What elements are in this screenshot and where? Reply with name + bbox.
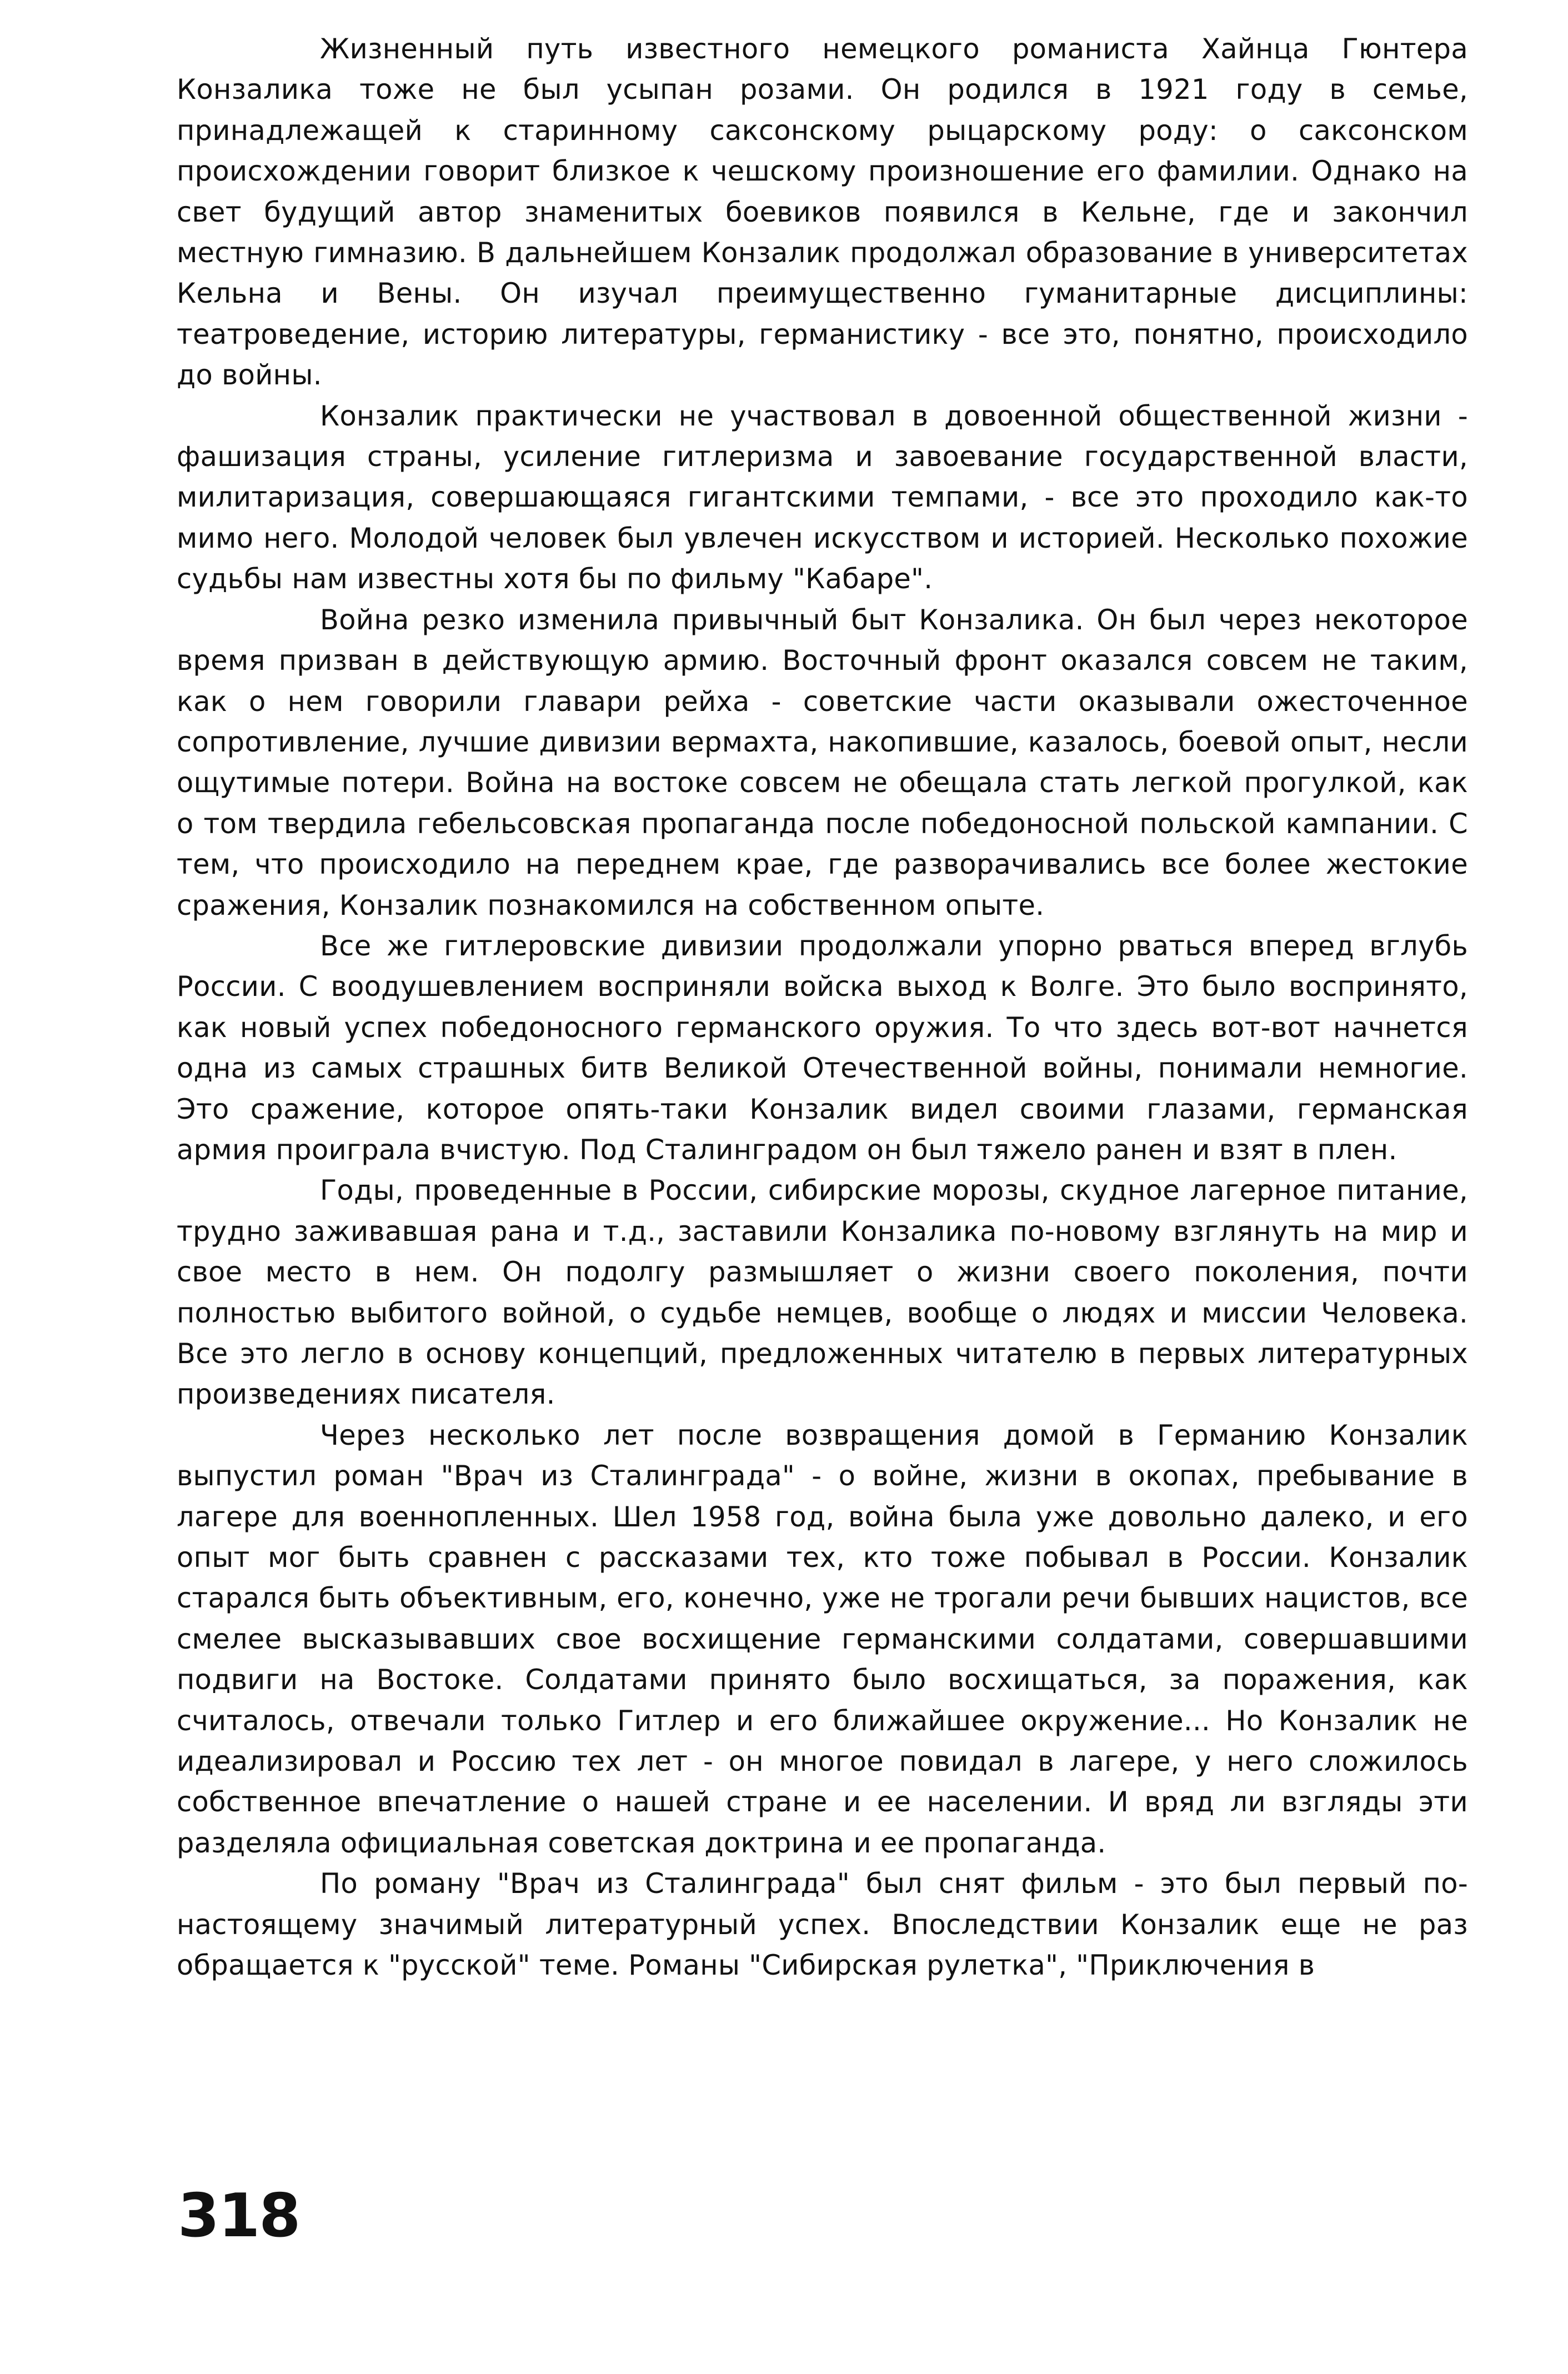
paragraph-1: Жизненный путь известного немецкого романиста Хайнца Гюнтера Конзалика тоже не был усыпан розами. Он родился в 1921 году в семье, принадлежащей к старинному саксонскому рыцарскому роду: о саксонском происхождении говорит близкое к чешскому произношение его фамилии. Однако на свет будущий автор знаменитых боевиков появился в Кельне, где и закончил местную гимназию. В дальнейшем Конзалик продолжал образование в университетах Кельна и Вены. Он изучал преимущественно гуманитарные дисциплины: театроведение, историю литературы, германистику - все это, понятно, происходило до войны. (177, 33, 1468, 392)
paragraph-6: Через несколько лет после возвращения домой в Германию Конзалик выпустил роман "Врач из Сталинграда" - о войне, жизни в окопах, пребывание в лагере для военнопленных. Шел 1958 год, война была уже довольно далеко, и его опыт мог быть сравнен с рассказами тех, кто тоже побывал в России. Конзалик старался быть объективным, его, конечно, уже не трогали речи бывших нацистов, все смелее высказывавших свое восхищение германскими солдатами, совершавшими подвиги на Востоке. Солдатами принято было восхищаться, за поражения, как считалось, отвечали только Гитлер и его ближайшее окружение... Но Конзалик не идеализировал и Россию тех лет - он многое повидал в лагере, у него сложилось собственное впечатление о нашей стране и ее населении. И вряд ли взгляды эти разделяла официальная советская доктрина и ее пропаганда. (177, 1419, 1468, 1859)
paragraph-3: Война резко изменила привычный быт Конзалика. Он был через некоторое время призван в действующую армию. Восточный фронт оказался совсем не таким, как о нем говорили главари рейха - советские части оказывали ожесточенное сопротивление, лучшие дивизии вермахта, накопившие, казалось, боевой опыт, несли ощутимые потери. Война на востоке совсем не обещала стать легкой прогулкой, как о том твердила гебельсовская пропаганда после победоносной польской кампании. С тем, что происходило на переднем крае, где разворачивались все более жестокие сражения, Конзалик познакомился на собственном опыте. (177, 603, 1468, 921)
page-number: 318 (178, 2181, 300, 2251)
paragraph-2: Конзалик практически не участвовал в довоенной общественной жизни - фашизация страны, усиление гитлеризма и завоевание государственной власти, милитаризация, совершающаяся гигантскими темпами, - все это проходило как-то мимо него. Молодой человек был увлечен искусством и историей. Несколько похожие судьбы нам известны хотя бы по фильму "Кабаре". (177, 399, 1468, 595)
paragraph-5: Годы, проведенные в России, сибирские морозы, скудное лагерное питание, трудно заживавшая рана и т.д., заставили Конзалика по-новому взглянуть на мир и свое место в нем. Он подолгу размышляет о жизни своего поколения, почти полностью выбитого войной, о судьбе немцев, вообще о людях и миссии Человека. Все это легло в основу концепций, предложенных читателю в первых литературных произведениях писателя. (177, 1174, 1468, 1411)
body-text (177, 29, 1468, 1986)
paragraph-4: Все же гитлеровские дивизии продолжали упорно рваться вперед вглубь России. С воодушевлением восприняли войска выход к Волге. Это было воспринято, как новый успех победоносного германского оружия. То что здесь вот-вот начнется одна из самых страшных битв Великой Отечественной войны, понимали немногие. Это сражение, которое опять-таки Конзалик видел своими глазами, германская армия проиграла вчистую. Под Сталинградом он был тяжело ранен и взят в плен. (177, 929, 1468, 1166)
paragraph-7: По роману "Врач из Сталинграда" был снят фильм - это был первый по-настоящему значимый литературный успех. Впоследствии Конзалик еще не раз обращается к "русской" теме. Романы "Сибирская рулетка", "Приключения в (177, 1867, 1468, 1982)
